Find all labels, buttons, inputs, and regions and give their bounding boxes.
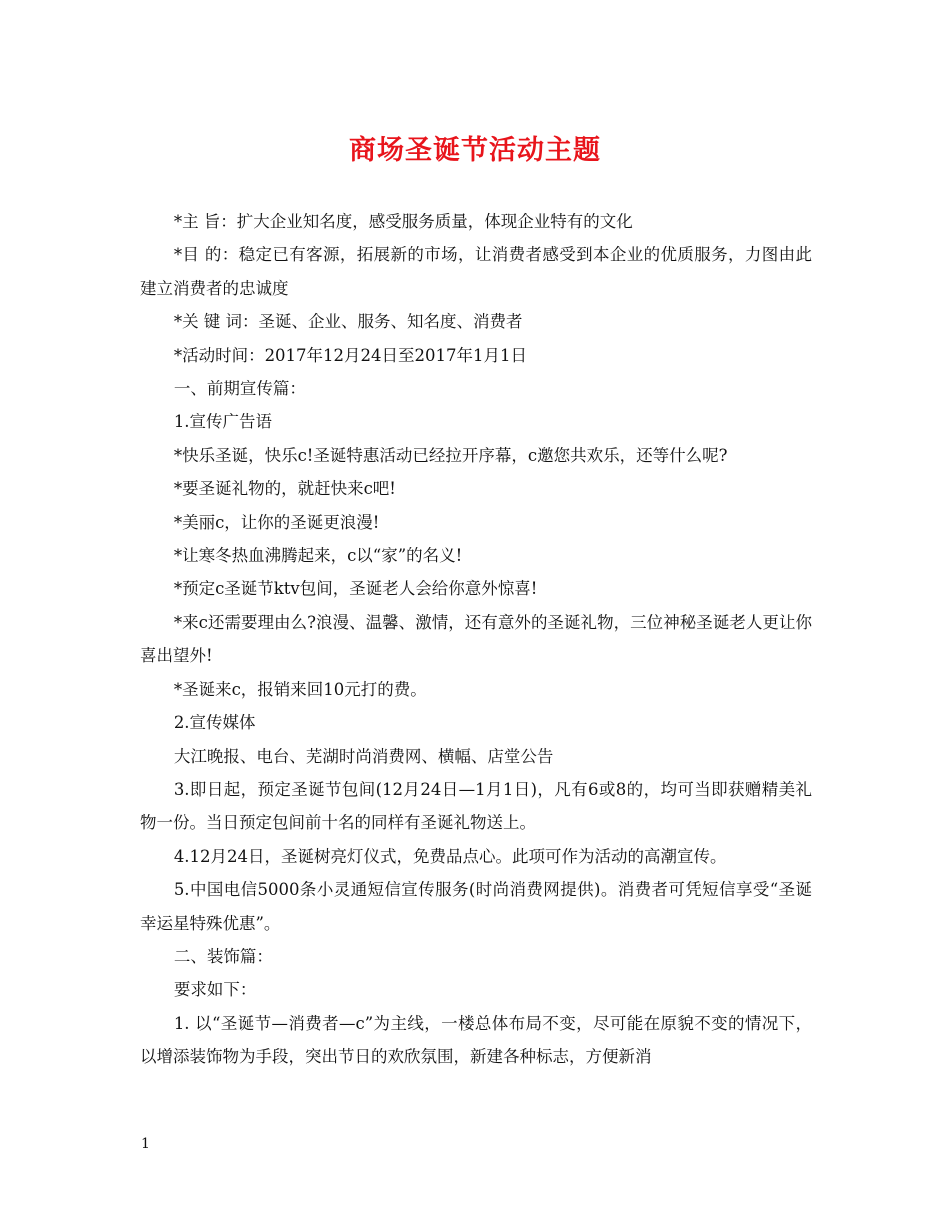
decoration-item-1: 1. 以“圣诞节—消费者—c”为主线，一楼总体布局不变，尽可能在原貌不变的情况下，以增添装饰物为手段，突出节日的欢欣氛围，新建各种标志，方便新消	[140, 1013, 812, 1067]
document-body	[140, 205, 812, 1074]
paragraph-activity-time: *活动时间：2017年12月24日至2017年1月1日	[173, 345, 528, 365]
document-title: 商场圣诞节活动主题	[349, 135, 601, 166]
section-heading-promotion: 一、前期宣传篇：	[173, 379, 306, 399]
slogan-item: *让寒冬热血沸腾起来，c以“家”的名义!	[173, 546, 463, 566]
promotion-item-4: 4.12月24日，圣诞树亮灯仪式，免费品点心。此项可作为活动的高潮宣传。	[173, 846, 727, 866]
slogan-item: *要圣诞礼物的，就赶快来c吧!	[173, 479, 396, 499]
promotion-item-5: 5.中国电信5000条小灵通短信宣传服务(时尚消费网提供)。消费者可凭短信享受“圣诞幸运星特殊优惠”。	[140, 880, 812, 933]
slogan-item: *美丽c，让你的圣诞更浪漫!	[173, 512, 380, 532]
promotion-item-3: 3.即日起，预定圣诞节包间(12月24日—1月1日)，凡有6或8的，均可当即获赠精美礼物一份。当日预定包间前十名的同样有圣诞礼物送上。	[140, 779, 812, 833]
slogan-item: *来c还需要理由么?浪漫、温馨、激情，还有意外的圣诞礼物，三位神秘圣诞老人更让你喜出望外!	[140, 612, 812, 666]
slogan-item: *快乐圣诞，快乐c!圣诞特惠活动已经拉开序幕，c邀您共欢乐，还等什么呢?	[173, 445, 728, 465]
paragraph-goal: *目 的：稳定已有客源，拓展新的市场，让消费者感受到本企业的优质服务，力图由此建立消费者的忠诚度	[140, 245, 812, 298]
slogan-item: *圣诞来c，报销来回10元打的费。	[173, 679, 427, 699]
paragraph-purpose: *主 旨：扩大企业知名度，感受服务质量，体现企业特有的文化	[173, 212, 633, 231]
requirements-label: 要求如下：	[173, 980, 257, 1000]
paragraph-keywords: *关 键 词：圣诞、企业、服务、知名度、消费者	[173, 312, 523, 332]
subheading-media: 2.宣传媒体	[173, 713, 256, 733]
section-heading-decoration: 二、装饰篇：	[173, 946, 273, 966]
media-list: 大江晚报、电台、芜湖时尚消费网、横幅、店堂公告	[173, 746, 554, 766]
subheading-slogans: 1.宣传广告语	[173, 412, 273, 432]
slogan-item: *预定c圣诞节ktv包间，圣诞老人会给你意外惊喜!	[173, 579, 538, 599]
page-number: 1	[141, 1136, 150, 1152]
